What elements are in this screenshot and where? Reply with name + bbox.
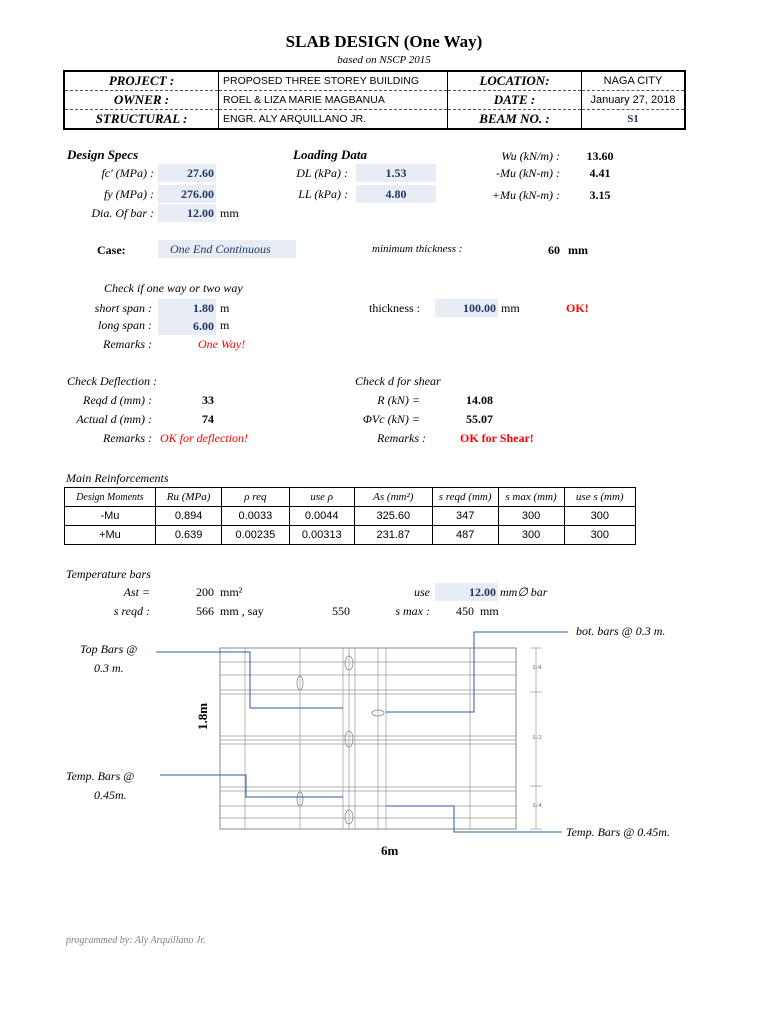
table-cell: 300 [498, 526, 564, 545]
dia-unit: mm [220, 206, 239, 220]
short-span-unit: m [220, 301, 230, 315]
table-cell: 300 [564, 526, 635, 545]
col-as: As (mm²) [354, 488, 432, 507]
long-span-value[interactable]: 6.00 [158, 317, 216, 335]
use-label: use [414, 585, 430, 599]
table-cell: +Mu [65, 526, 156, 545]
wu-value: 13.60 [586, 149, 614, 163]
structural-label: STRUCTURAL : [64, 110, 219, 130]
shear-remarks-label: Remarks : [377, 431, 426, 445]
col-s-reqd: s reqd (mm) [432, 488, 498, 507]
page-subtitle: based on NSCP 2015 [337, 54, 431, 66]
project-value: PROPOSED THREE STOREY BUILDING [219, 71, 448, 91]
table-cell: -Mu [65, 507, 156, 526]
table-cell: 347 [432, 507, 498, 526]
date-label: DATE : [448, 91, 582, 110]
mneg-label: -Mu (kN-m) : [496, 166, 560, 180]
dim-l4-top: L/4 [533, 665, 542, 671]
mpos-value: 3.15 [589, 188, 611, 202]
mpos-label: +Mu (kN-m) : [491, 188, 560, 202]
beam-label: BEAM NO. : [448, 110, 582, 130]
long-span-unit: m [220, 318, 230, 332]
mneg-value: 4.41 [589, 166, 611, 180]
dia-value[interactable]: 12.00 [158, 204, 216, 222]
location-label: LOCATION: [448, 71, 582, 91]
date-value: January 27, 2018 [582, 91, 686, 110]
shear-remarks-value: OK for Shear! [460, 431, 534, 445]
location-value: NAGA CITY [603, 75, 663, 87]
table-cell: 231.87 [354, 526, 432, 545]
ast-value: 200 [196, 585, 214, 599]
ast-label: Ast = [123, 585, 150, 599]
dl-value[interactable]: 1.53 [356, 164, 436, 182]
fy-label: fy (MPa) : [104, 187, 154, 201]
col-ru: Ru (MPa) [155, 488, 221, 507]
structural-value: ENGR. ALY ARQUILLANO JR. [219, 110, 448, 130]
reqd-d-label: Reqd d (mm) : [83, 393, 152, 407]
bot-bars-label: bot. bars @ 0.3 m. [576, 624, 666, 638]
sreqd-unit: mm , say [220, 604, 264, 618]
footer-credit: programmed by: Aly Arquillano Jr. [66, 935, 206, 946]
fc-label: fc' (MPa) : [101, 166, 154, 180]
temp-bars-heading: Temperature bars [66, 567, 151, 581]
table-cell: 0.0044 [289, 507, 354, 526]
check-way-heading: Check if one way or two way [104, 281, 243, 295]
table-cell: 300 [498, 507, 564, 526]
thickness-unit: mm [501, 301, 520, 315]
col-rho-req: ρ req [222, 488, 289, 507]
way-remarks-label: Remarks : [103, 337, 152, 351]
dl-label: DL (kPa) : [296, 166, 348, 180]
sreqd-label: s reqd : [113, 604, 150, 618]
temp-bars-left-label-1: Temp. Bars @ [66, 769, 135, 783]
ast-unit: mm² [220, 585, 243, 599]
top-bars-label-2: 0.3 m. [94, 661, 124, 675]
span-dimension-marks [530, 648, 542, 829]
case-label: Case: [97, 243, 126, 257]
table-cell: 0.894 [155, 507, 221, 526]
use-bar-value[interactable]: 12.00 [435, 583, 498, 601]
wu-label: Wu (kN/m) : [501, 149, 560, 163]
owner-label: OWNER : [64, 91, 219, 110]
thickness-value[interactable]: 100.00 [435, 299, 498, 317]
actual-d-label: Actual d (mm) : [76, 412, 152, 426]
min-thickness-unit: mm [568, 243, 588, 257]
use-bar-unit: mm∅ bar [500, 585, 548, 599]
shear-r-value: 14.08 [466, 393, 493, 407]
horizontal-bars [220, 662, 516, 818]
temp-bars-left-label-2: 0.45m. [94, 788, 127, 802]
dimension-horizontal: 6m [381, 843, 399, 858]
table-cell: 0.00235 [222, 526, 289, 545]
table-cell: 0.639 [155, 526, 221, 545]
dim-l2: L/2 [533, 735, 542, 741]
short-span-value[interactable]: 1.80 [158, 299, 216, 317]
min-thickness-value: 60 [548, 243, 560, 257]
fy-value[interactable]: 276.00 [158, 185, 216, 203]
dimension-vertical: 1.8m [195, 702, 210, 730]
way-remarks-value: One Way! [198, 337, 246, 351]
deflection-remarks-value: OK for deflection! [160, 431, 248, 445]
smax-label: s max : [395, 604, 430, 618]
say-value: 550 [332, 604, 350, 618]
deflection-heading: Check Deflection : [67, 374, 157, 388]
col-s-max: s max (mm) [498, 488, 564, 507]
smax-value: 450 [456, 604, 474, 618]
col-use-s: use s (mm) [564, 488, 635, 507]
actual-d-value: 74 [202, 412, 214, 426]
dim-l4-bottom: L/4 [533, 803, 542, 809]
table-cell: 325.60 [354, 507, 432, 526]
thickness-label: thickness : [369, 301, 420, 315]
sreqd-value: 566 [196, 604, 214, 618]
thickness-status: OK! [566, 301, 589, 315]
smax-unit: mm [480, 604, 499, 618]
long-span-label: long span : [98, 318, 152, 332]
table-cell: 0.0033 [222, 507, 289, 526]
dia-label: Dia. Of bar : [91, 206, 154, 220]
deflection-remarks-label: Remarks : [103, 431, 152, 445]
ll-value[interactable]: 4.80 [356, 185, 436, 203]
loading-heading: Loading Data [293, 147, 368, 162]
main-rein-heading: Main Reinforcements [66, 471, 169, 485]
short-span-label: short span : [94, 301, 152, 315]
min-thickness-label: minimum thickness : [372, 243, 463, 255]
top-bars-label-1: Top Bars @ [80, 642, 138, 656]
col-design-moments: Design Moments [65, 488, 156, 507]
table-cell: 487 [432, 526, 498, 545]
shear-r-label: R (kN) = [377, 393, 420, 407]
shear-vc-value: 55.07 [466, 412, 493, 426]
table-cell: 300 [564, 507, 635, 526]
beam-value: S1 [582, 110, 686, 130]
col-use-rho: use ρ [289, 488, 354, 507]
ll-label: LL (kPa) : [298, 187, 348, 201]
shear-heading: Check d for shear [355, 374, 441, 388]
temp-bars-right-label: Temp. Bars @ 0.45m. [566, 825, 670, 839]
page-title: SLAB DESIGN (One Way) [285, 32, 483, 51]
table-cell: 0.00313 [289, 526, 354, 545]
shear-vc-label: ΦVc (kN) = [362, 412, 420, 426]
project-label: PROJECT : [108, 73, 175, 88]
design-specs-heading: Design Specs [67, 147, 139, 162]
owner-value: ROEL & LIZA MARIE MAGBANUA [219, 91, 448, 110]
fc-value[interactable]: 27.60 [158, 164, 216, 182]
case-value[interactable]: One End Continuous [158, 240, 296, 258]
reqd-d-value: 33 [202, 393, 214, 407]
